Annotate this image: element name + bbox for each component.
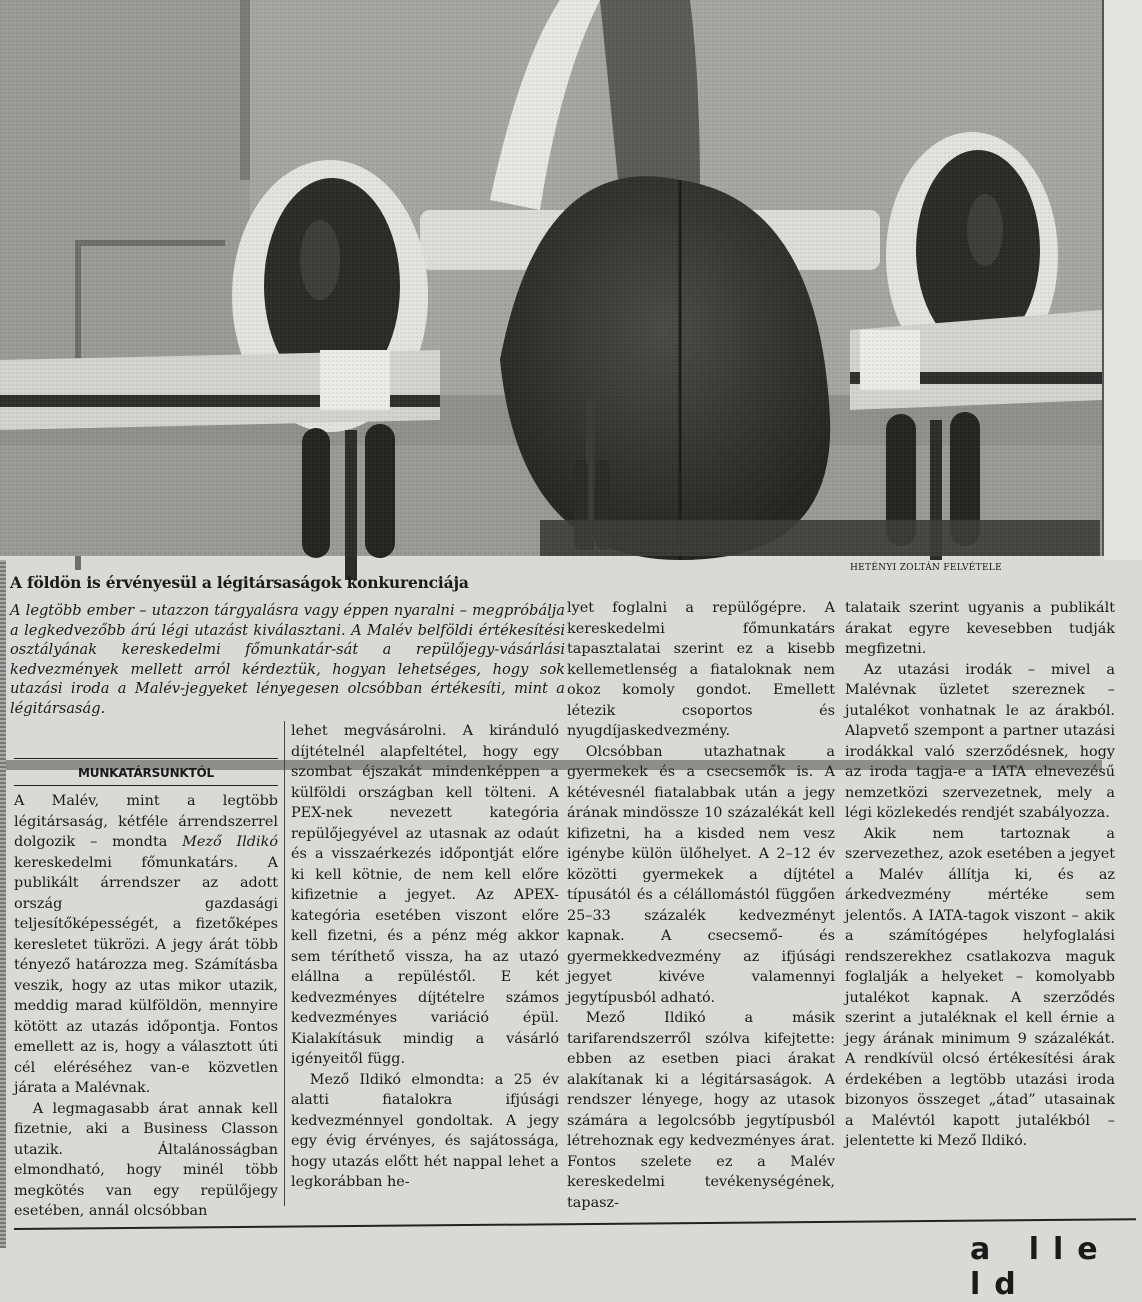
photo-credit: HETÉNYI ZOLTÁN FELVÉTELE <box>850 563 1002 573</box>
byline-box <box>14 758 278 786</box>
paragraph: Az utazási irodák – mivel a Malévnak üzletet szereznek – jutalékot vonhatnak le az árakból. Alapvető szempont a partner utazási irodákkal való szerződésnek, hogy az iroda tagja-e a IATA elnevezésű nemzetközi szervezetnek, mely a légi közlekedés rendjét szabályozza. <box>845 661 1115 821</box>
airplane-illustration <box>0 0 1102 556</box>
article-column-3 <box>567 598 835 1213</box>
page-margin <box>1104 0 1142 560</box>
paragraph: Akik nem tartoznak a szervezethez, azok esetében a jegyet a Malév állítja ki, és az árkedvezmény mértéke sem jelentős. A IATA-tagok viszont – akik a számítógépes helyfoglalási rendszerekhez csatlakozva maguk foglalják a helyeket – komolyabb jutalékot kapnak. A szerződés szerint a jutaléknak el kell érnie a jegy árának minimum 9 százalékát. A rendkívül olcsó értékesítési árak érdekében a legtöbb utazási iroda bizonyos összeget „átad” utasainak a Malévtól kapott jutalékból – jelentette ki Mező Ildikó. <box>845 825 1115 1149</box>
column-divider <box>284 721 285 1206</box>
paragraph: talataik szerint ugyanis a publikált árakat egyre kevesebben tudják megfizetni. <box>845 600 1115 657</box>
paragraph: Mező Ildikó a másik tarifarendszerről szólva kifejtette: ebben az esetben piaci árakat alakítanak ki a légitársaságok. A rendszer lényege, hogy az utasok számára a legolcsóbb jegytípusból létrehoznak egy kedvezményes árat. Fontos szelete ez a Malév kereskedelmi tevékenységének, tapasz- <box>567 1010 835 1211</box>
next-article-headline-fragment: a lle ld <box>970 1232 1112 1302</box>
article-column-1 <box>14 791 278 1222</box>
quoted-person-name: Mező Ildikó <box>182 834 278 850</box>
airplane-photo <box>0 0 1104 556</box>
article-column-2 <box>291 721 559 1193</box>
paragraph: lehet megvásárolni. A kiránduló díjtételnél alapfeltétel, hogy egy szombat éjszakát mindenképpen a külföldi országban kell tölteni. A PEX-nek nevezett kategória repülőjegyével az utasnak az odaút és a visszaérkezés időpontját előre ki kell kötnie, de nem kell előre kifizetnie a jegyet. Az APEX-kategória esetében viszont előre kell fizetni, és a pénz még akkor sem téríthető vissza, ha az utazó elállna a repüléstől. E két kedvezményes díjtételre számos kedvezményes variáció épül. Kialakításuk mindig a vásárló igényeitől függ. <box>291 723 559 1067</box>
paragraph-text: kereskedelmi főmunkatárs. A publikált árrendszer az adott ország gazdasági teljesítőképességét, a fizetőképes keresletet tükrözi. A jegy árát több tényező határozza meg. Számításba veszik, hogy az utas mikor utazik, meddig marad külföldön, mennyire kötött az utazás időpontja. Fontos emellett az is, hogy a választott úti cél eléréséhez van-e közvetlen járata a Malévnak. <box>14 854 278 1096</box>
paragraph: lyet foglalni a repülőgépre. A kereskedelmi főmunkatárs tapasztalatai szerint ez a kisebb kellemetlenség a fiataloknak nem okoz komoly gondot. Emellett létezik csoportos és nyugdíjaskedvezmény. <box>567 600 835 739</box>
article-lead: A legtöbb ember – utazzon tárgyalásra vagy éppen nyaralni – megpróbálja a legkedvezőbb árú légi utazást kiválasztani. A Malév belföldi értékesítési osztályának kereskedelmi főmunkatár-sát a repülőjegy-vásárlási kedvezmények mellett arról kérdeztük, hogyan lehetséges, hogy sok utazási iroda a Malév-jegyeket lényegesen olcsóbban értékesíti, mint a légitársaság. <box>10 602 565 717</box>
article-column-4 <box>845 598 1115 1152</box>
scan-edge <box>0 560 6 1248</box>
paragraph: A legmagasabb árat annak kell fizetnie, aki a Business Classon utazik. Általánosságban elmondható, hogy minél több megkötés van egy repülőjegy esetében, annál olcsóbban <box>14 1100 278 1219</box>
article-headline: A földön is érvényesül a légitársaságok konkurenciája <box>10 573 469 592</box>
paragraph: Olcsóbban utazhatnak a gyermekek és a csecsemők is. A kétévesnél fiatalabbak után a jegy árának mindössze 10 százalékát kell kifizetni, ha a kisded nem vesz igénybe külön ülőhelyet. A 2–12 év közötti gyermekek a díjtétel típusától és a célállomástól függően 25–33 százalék kedvezményt kapnak. A csecsemő- és gyermekkedvezmény az ifjúsági jegyet kivéve valamennyi jegytípusból adható. <box>567 743 835 1006</box>
paragraph: Mező Ildikó elmondta: a 25 év alatti fiatalokra ifjúsági kedvezménnyel gondoltak. A jegy egy évig érvényes, és sajátossága, hogy utazás előtt hét nappal lehet a legkorábban he- <box>291 1071 559 1190</box>
paragraph-text: A Malév, mint a legtöbb légitársaság, kétféle árrendszerrel dolgozik – mondta <box>14 793 278 850</box>
byline: MUNKATÁRSUNKTÓL <box>78 766 214 780</box>
paragraph <box>14 791 278 1099</box>
